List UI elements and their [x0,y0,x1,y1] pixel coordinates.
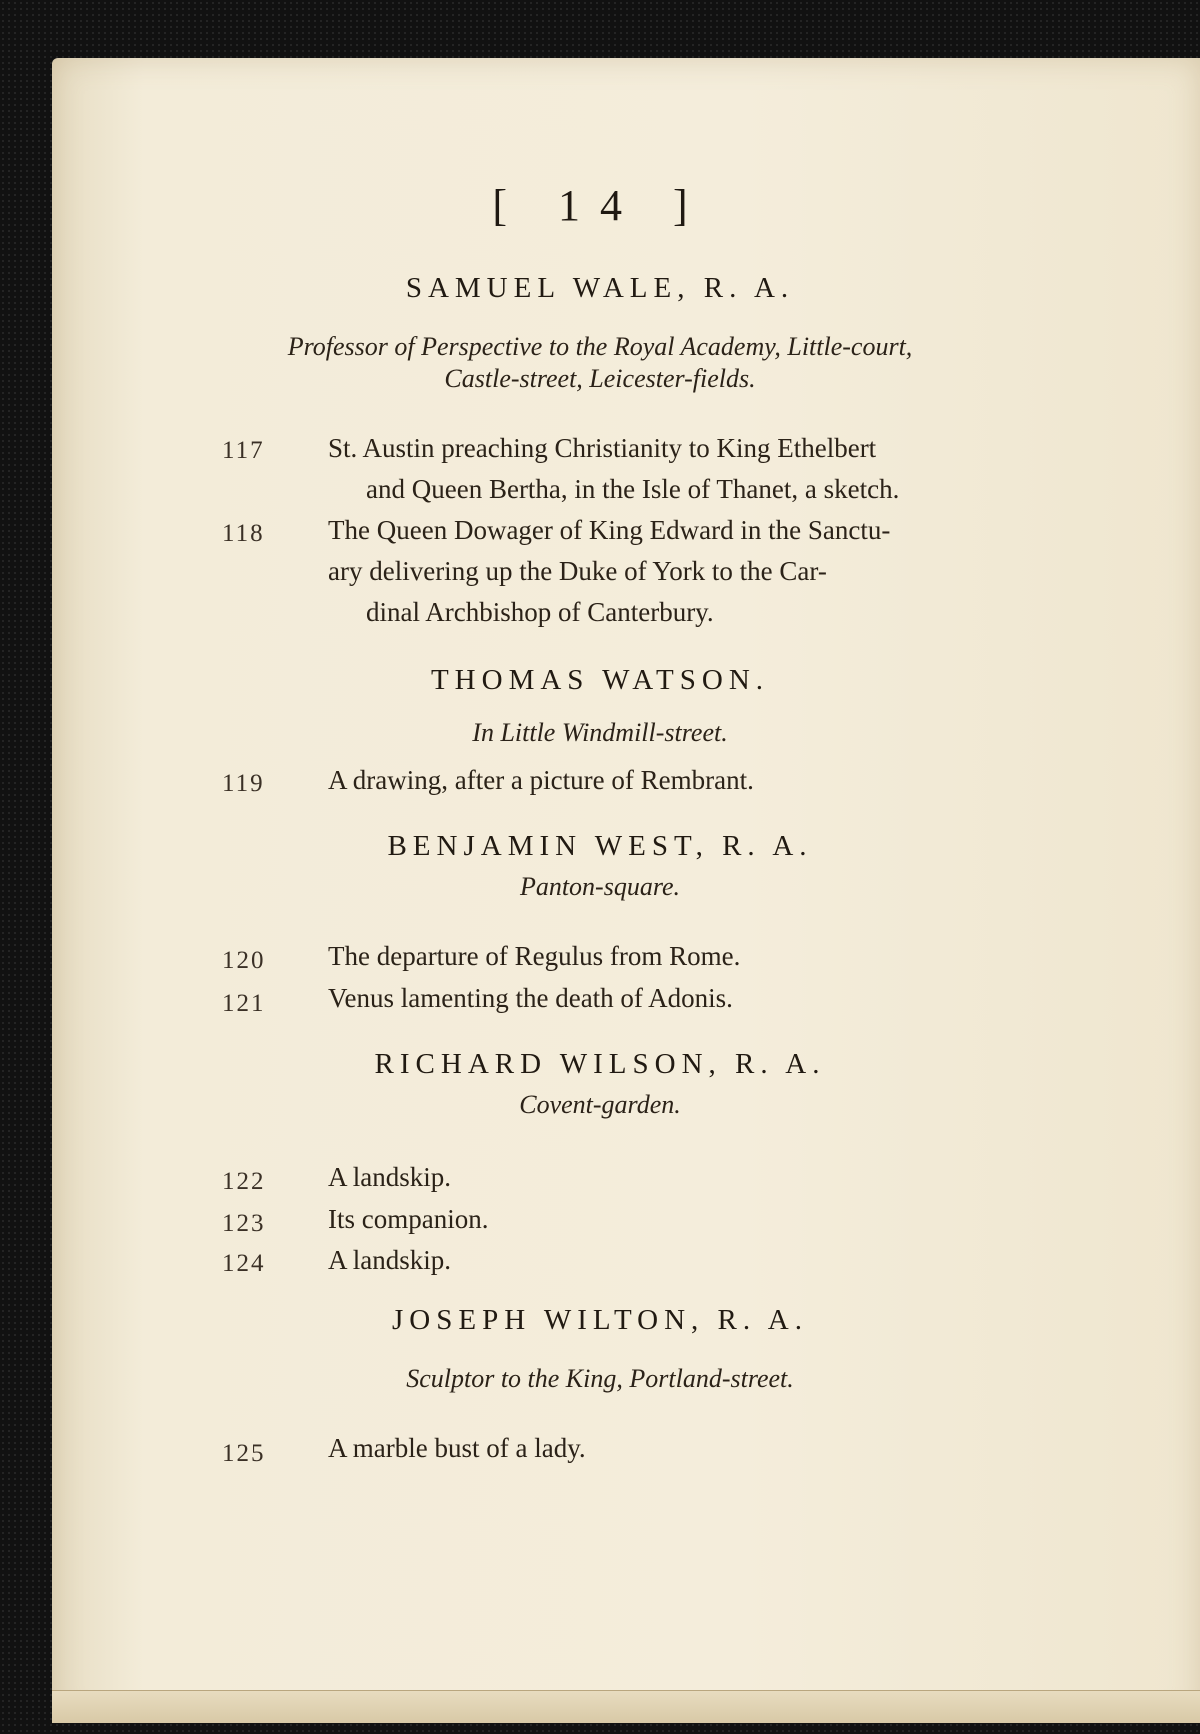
artist-address-wale-line2: Castle-street, Leicester-fields. [444,364,756,393]
entry-title [328,510,1048,633]
entry-number: 120 [222,947,266,974]
entry-number: 125 [222,1440,266,1467]
entry-title [328,936,1048,977]
entry-line: St. Austin preaching Christianity to King Ethelbert [328,433,877,463]
entry-line: Venus lamenting the death of Adonis. [328,983,733,1013]
entry-line: The Queen Dowager of King Edward in the Sanctu- [328,515,891,545]
entry-line: A landskip. [328,1245,452,1275]
entry-line: A marble bust of a lady. [328,1433,586,1463]
entry-number: 119 [222,770,265,797]
entry-number: 122 [222,1168,266,1195]
entry-number: 124 [222,1250,266,1277]
entry-line: and Queen Bertha, in the Isle of Thanet, a sketch. [366,474,900,504]
entry-number: 121 [222,990,266,1017]
artist-address-wilson-richard: Covent-garden. [519,1090,681,1119]
entry-number: 118 [222,520,265,547]
artist-heading-wilton: JOSEPH WILTON, R. A. [392,1304,808,1336]
entry-line: dinal Archbishop of Canterbury. [366,597,714,627]
entry-line: ary delivering up the Duke of York to the Car- [328,556,827,586]
page-bottom-edge [52,1690,1200,1723]
artist-address-wale-line1: Professor of Perspective to the Royal Academy, Little-court, [287,332,913,361]
entry-title [328,1157,1048,1198]
entry-title [328,1199,1048,1240]
artist-heading-west: BENJAMIN WEST, R. A. [387,830,813,862]
entry-title [328,1428,1048,1469]
artist-heading-wilson-richard: RICHARD WILSON, R. A. [374,1048,826,1080]
artist-address-watson: In Little Windmill-street. [472,718,728,747]
artist-address-west: Panton-square. [519,872,681,901]
artist-address-wilton: Sculptor to the King, Portland-street. [406,1364,794,1393]
artist-heading-wale: SAMUEL WALE, R. A. [405,272,795,304]
entry-title [328,1240,1048,1281]
page-number: [ 14 ] [492,181,708,230]
artist-heading-watson: THOMAS WATSON. [430,664,770,696]
entry-line: Its companion. [328,1204,489,1234]
entry-number: 117 [222,437,265,464]
entry-line: The departure of Regulus from Rome. [328,941,741,971]
entry-line: A landskip. [328,1162,452,1192]
entry-number: 123 [222,1210,266,1237]
entry-title [328,978,1048,1019]
entry-title [328,428,1048,510]
entry-title [328,760,1048,801]
entry-line: A drawing, after a picture of Rembrant. [328,765,754,795]
